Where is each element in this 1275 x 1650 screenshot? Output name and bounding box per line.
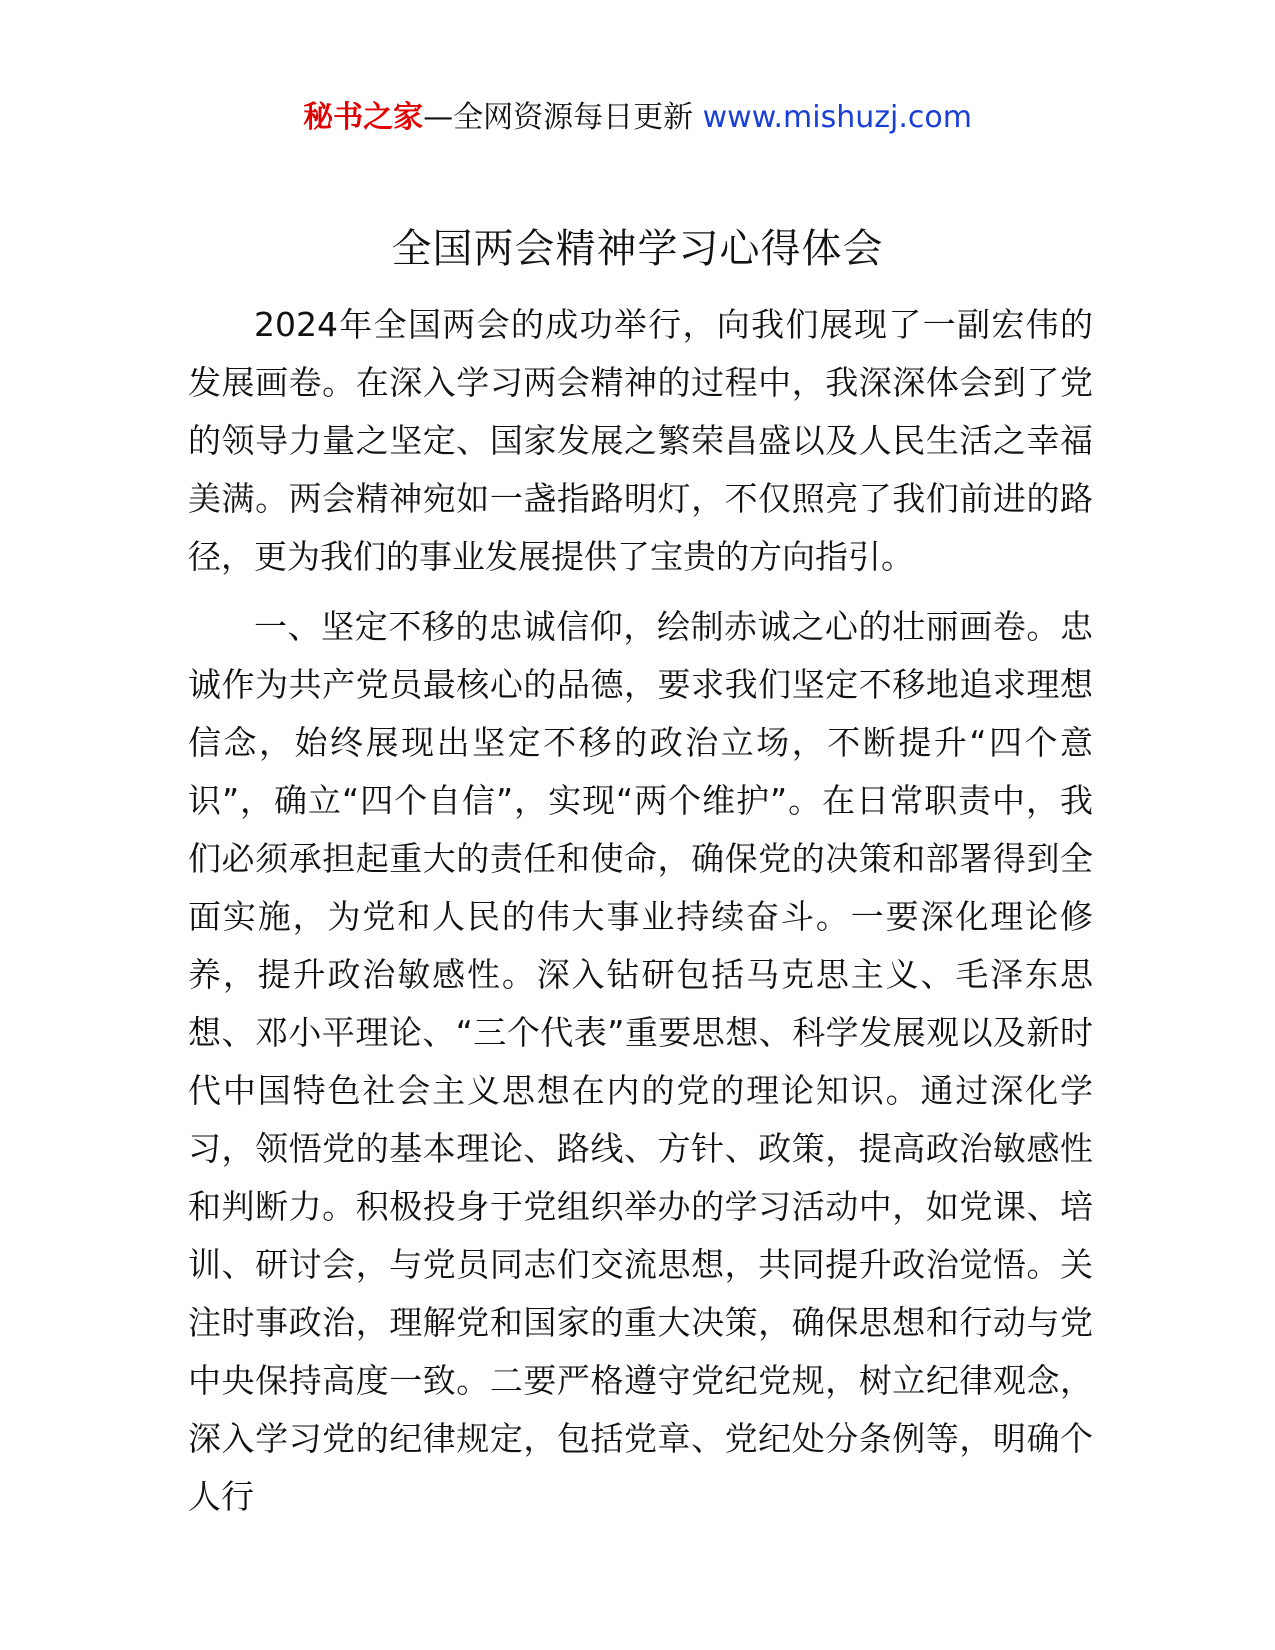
- header-tagline: —全网资源每日更新: [423, 100, 703, 135]
- site-header: [0, 98, 1275, 138]
- document-title: 全国两会精神学习心得体会: [391, 226, 884, 272]
- section-one-paragraph: 一、坚定不移的忠诚信仰，绘制赤诚之心的壮丽画卷。忠诚作为共产党员最核心的品德，要求我们坚定不移地追求理想信念，始终展现出坚定不移的政治立场，不断提升“四个意识”，确立“四个自信”，实现“两个维护”。在日常职责中，我们必须承担起重大的责任和使命，确保党的决策和部署得到全面实施，为党和人民的伟大事业持续奋斗。一要深化理论修养，提升政治敏感性。深入钻研包括马克思主义、毛泽东思想、邓小平理论、“三个代表”重要思想、科学发展观以及新时代中国特色社会主义思想在内的党的理论知识。通过深化学习，领悟党的基本理论、路线、方针、政策，提高政治敏感性和判断力。积极投身于党组织举办的学习活动中，如党课、培训、研讨会，与党员同志们交流思想，共同提升政治觉悟。关注时事政治，理解党和国家的重大决策，确保思想和行动与党中央保持高度一致。二要严格遵守党纪党规，树立纪律观念，深入学习党的纪律规定，包括党章、党纪处分条例等，明确个人行: [188, 607, 1093, 1516]
- site-url-link[interactable]: www.mishuzj.com: [702, 100, 972, 135]
- document-body: [188, 296, 1093, 1526]
- brand-name: 秘书之家: [303, 100, 424, 135]
- intro-paragraph: 2024年全国两会的成功举行，向我们展现了一副宏伟的发展画卷。在深入学习两会精神的过程中，我深深体会到了党的领导力量之坚定、国家发展之繁荣昌盛以及人民生活之幸福美满。两会精神宛如一盏指路明灯，不仅照亮了我们前进的路径，更为我们的事业发展提供了宝贵的方向指引。: [188, 305, 1093, 576]
